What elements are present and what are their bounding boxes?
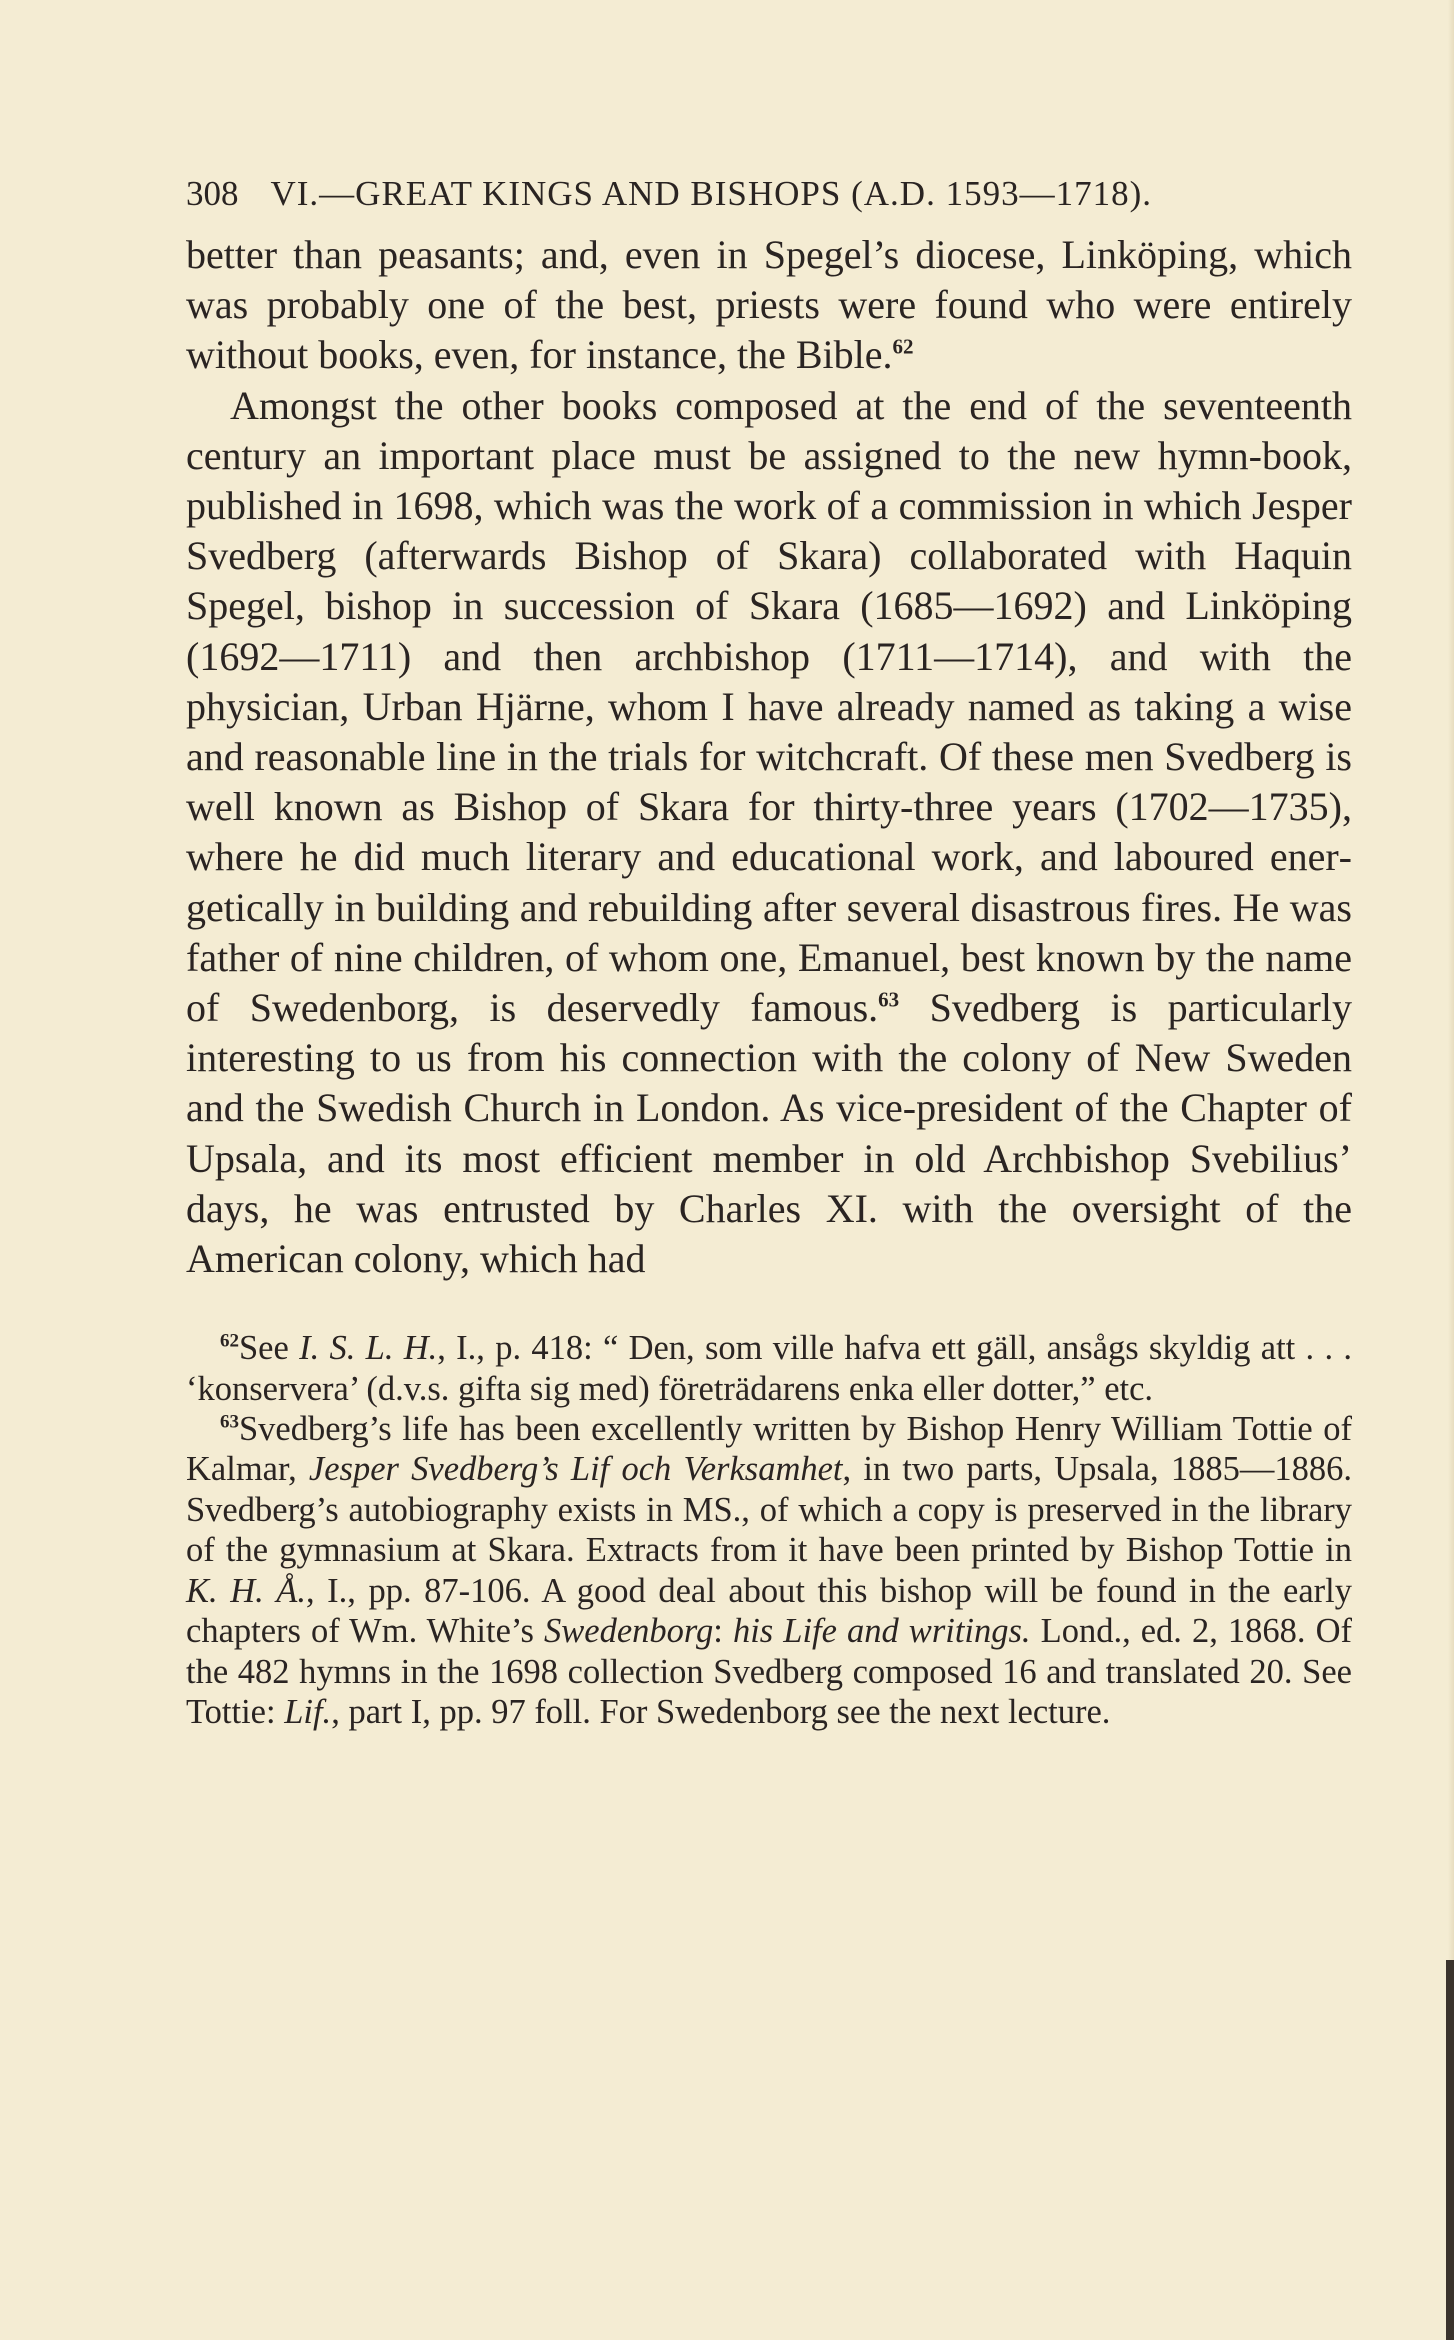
footnote-63-italic-4: his Life and writings. (732, 1612, 1031, 1651)
footnotes (186, 1328, 1352, 1732)
paragraph-2-text-b: Svedberg is particularly interesting to us from his connection with the colony of New Sweden and the Swedish Church in London. As vice-president of the Chapter of Upsala, and its most efficient member in old Archbishop Svebilius’ days, he was entrusted by Charles XI. with the oversight of the American colony, which had (186, 985, 1352, 1282)
footnote-63-italic-5: Lif. (284, 1692, 332, 1731)
footnote-63-text-3: , I., pp. 87-106. A good deal about this bishop will be found in the early chapters of Wm. White’s (186, 1571, 1352, 1651)
paragraph-2-text-a: Amongst the other books composed at the end of the seventeenth century an important place must be assigned to the new hymn-book, published in 1698, which was the work of a commission in which Jesper Svedberg (afterwards Bishop of Skara) collaborated with Haquin Spegel, bishop in succession of Skara (1685—1692) and Linköping (1692—1711) and then archbishop (1711—1714), and with the physician, Urban Hjärne, whom I have already named as taking a wise and reasonable line in the trials for witchcraft. Of these men Svedberg is well known as Bishop of Skara for thirty-three years (1702—1735), where he did much literary and educational work, and laboured energetically in building and rebuilding after several disastrous fires. He was father of nine children, of whom one, Emanuel, best known by the name of Swedenborg, is deservedly famous. (186, 382, 1352, 1031)
footnote-marker-62: 62 (220, 1330, 239, 1352)
footnote-63-text-1: Svedberg’s life has been excellently written by Bishop Henry William Tottie of Kalmar, (186, 1410, 1352, 1489)
footnote-ref-63: 63 (878, 987, 900, 1012)
page-number: 308 (186, 174, 239, 213)
body-text (186, 230, 1352, 1284)
footnote-63-text-2: , in two parts, Upsala, 1885—1886. Svedberg’s autobiography exists in MS., of which a copy is preserved in the library of the gymnasium at Skara. Extracts from it have been printed by Bishop Tottie in (186, 1450, 1352, 1570)
footnote-63-italic-2: K. H. Å. (186, 1571, 306, 1610)
footnote-62 (186, 1328, 1352, 1409)
footnote-63-italic-1: Jesper Svedberg’s Lif och Verksamhet (308, 1450, 843, 1489)
footnote-62-text-2: , I., p. 418: “ Den, som ville hafva ett gäll, ansågs skyldig att . . . ‘konservera’ (d.v.s. gifta sig med) företrädarens enka eller dotter,” etc. (186, 1329, 1352, 1408)
running-head-title: VI.—GREAT KINGS AND BISHOPS (A.D. 1593—1718). (270, 174, 1152, 213)
footnote-62-italic-1: I. S. L. H. (299, 1329, 438, 1368)
page-edge-shadow (1446, 1960, 1454, 2340)
footnote-63-text-6: , part I, pp. 97 foll. For Swedenborg see the next lecture. (331, 1692, 1111, 1731)
paragraph-1 (186, 230, 1352, 381)
footnote-63-italic-3: Swedenborg (544, 1612, 714, 1651)
footnote-62-text-1: See (239, 1329, 300, 1368)
footnote-63-text-5: Lond., ed. 2, 1868. Of the 482 hymns in the 1698 collection Svedberg composed 16 and translated 20. See Tottie: (186, 1612, 1353, 1731)
footnote-ref-62: 62 (892, 335, 914, 360)
running-head (186, 172, 1352, 216)
paragraph-2 (186, 381, 1352, 1285)
footnote-63-text-4: : (713, 1612, 733, 1651)
footnote-marker-63: 63 (220, 1411, 239, 1433)
paragraph-1-text: better than peasants; and, even in Spegel’s diocese, Linköping, which was probably one of the best, priests were found who were entirely without books, even, for instance, the Bible. (186, 232, 1352, 378)
footnote-63 (186, 1409, 1352, 1732)
book-page (186, 172, 1352, 1732)
